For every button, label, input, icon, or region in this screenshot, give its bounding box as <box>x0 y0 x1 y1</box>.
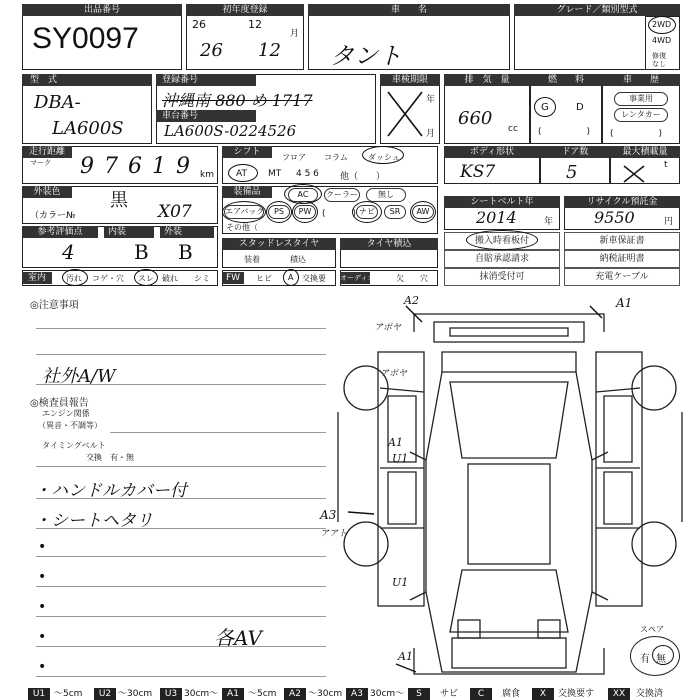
drive-4wd: 4WD <box>652 36 672 45</box>
studless-mounted: 装着 <box>244 255 260 264</box>
equip-navi-circle <box>352 201 382 223</box>
color-number-label: （カラー№ <box>30 211 76 221</box>
doc-warranty: 新車保証書 <box>564 232 680 250</box>
spare-no-circle <box>652 645 674 665</box>
equip-sr: SR <box>384 205 406 219</box>
note-line <box>110 432 326 433</box>
doc-signboard: 搬入時看板付 <box>444 232 560 250</box>
equip-navi: ナビ <box>356 205 378 219</box>
interior-cond-scuff: スレ <box>138 274 154 283</box>
shift-label: シフト <box>222 146 272 158</box>
rating-label: 参考評価点 <box>22 226 98 238</box>
repair-none: 修復 なし <box>652 52 666 68</box>
bottom-note: 各AV <box>214 626 262 650</box>
caution-text: 社外A/W <box>42 366 116 387</box>
interior-cond-label: 室内 <box>22 272 52 284</box>
equip-pw: PW <box>294 205 316 219</box>
shift-at: AT <box>236 169 247 179</box>
inspector-heading: ◎検査員報告 <box>30 398 89 409</box>
doors-label: ドア数 <box>540 146 610 158</box>
car-name: タント <box>330 42 402 70</box>
model-prefix: DBA- <box>34 92 81 113</box>
lot-number-label: 出品番号 <box>22 4 182 16</box>
displacement-value: 660 <box>458 108 493 129</box>
note-line <box>36 676 326 677</box>
equip-cooler: クーラー <box>324 188 360 202</box>
seatbelt-year: 2014 <box>476 208 517 227</box>
car-damage-diagram <box>330 292 690 692</box>
damage-mark-a2-front: A2 <box>404 294 419 307</box>
fw-a-circle <box>283 269 299 286</box>
legend-key: A2 <box>284 688 306 700</box>
legend-value: 30cm〜 <box>370 689 405 699</box>
color-value: 黒 <box>110 190 128 211</box>
note-line <box>36 354 326 355</box>
doc-charging-cable: 充電ケーブル <box>564 268 680 286</box>
interior-cond-burn: コゲ・穴 <box>92 274 124 283</box>
legend-key: U3 <box>160 688 182 700</box>
legend-value: 〜30cm <box>118 689 153 699</box>
report-line-2: ・シートヘタリ <box>34 511 153 531</box>
first-reg-year: 26 <box>200 40 223 61</box>
legend-key: A3 <box>346 688 368 700</box>
equipment-label: 装備品 <box>222 186 272 198</box>
damage-mark-apoya-side: アポヤ <box>380 369 408 379</box>
interior-grade: B <box>134 240 149 264</box>
history-label: 車 歴 <box>602 74 680 86</box>
payload-label: 最大積載量 <box>610 146 680 158</box>
note-line <box>36 466 326 467</box>
equip-aw: AW <box>412 205 434 219</box>
doc-signboard-circle <box>466 230 538 250</box>
history-business: 事業用 <box>614 92 668 106</box>
legend-value: 〜5cm <box>54 689 83 699</box>
chassis-no: LA600S-0224526 <box>164 122 297 140</box>
exterior-label: 外装 <box>160 226 214 238</box>
displacement-label: 排 気 量 <box>444 74 530 86</box>
note-line <box>36 586 326 587</box>
exterior-grade: B <box>178 240 193 264</box>
equip-pw-circle <box>292 201 318 223</box>
doors: 5 <box>566 162 578 183</box>
inspection-month-unit: 月 <box>426 129 436 139</box>
shift-dash-circle <box>362 146 404 164</box>
note-line <box>36 616 326 617</box>
payload-cross-mark <box>622 164 646 184</box>
studless-loaded: 積込 <box>290 255 306 264</box>
shift-column: コラム <box>324 153 348 162</box>
interior-cond-stain: シミ <box>194 274 210 283</box>
interior-cond-dirt-circle <box>62 269 88 286</box>
audio-hole: 穴 <box>420 274 428 283</box>
damage-mark-a3-rear: A3 <box>320 508 337 522</box>
fw-replace: 交換要 <box>302 274 326 283</box>
damage-mark-aato: アアト <box>320 529 348 539</box>
first-reg-month: 12 <box>258 40 281 61</box>
mileage-unit: km <box>200 170 214 180</box>
chassis-label: 車台番号 <box>156 110 256 122</box>
equip-other: その他（ <box>226 223 258 232</box>
timing-belt-opts: 交換 有・無 <box>86 453 134 462</box>
interior-cond-tear: 破れ <box>162 274 178 283</box>
studless-label: スタッドレスタイヤ <box>222 238 336 250</box>
legend-value: サビ <box>440 689 459 699</box>
doc-insurance: 自賠承認請求 <box>444 250 560 268</box>
seatbelt-year-unit: 年 <box>544 217 554 227</box>
damage-mark-a1-rear: A1 <box>398 650 413 663</box>
history-paren: ( ) <box>610 129 663 139</box>
inspection-label: 車検期限 <box>380 74 440 86</box>
fuel-paren: ( ) <box>538 127 591 137</box>
spare-yes: 有 <box>640 654 650 665</box>
audio-missing: 欠 <box>396 274 404 283</box>
legend-value: 30cm〜 <box>184 689 219 699</box>
first-reg-month-print: 12 <box>248 18 262 31</box>
fw-crack: ヒビ <box>256 274 272 283</box>
engine-sub: （異音・不調等） <box>38 421 102 430</box>
equip-aw-circle <box>410 201 436 223</box>
damage-mark-u1-side: U1 <box>392 452 409 465</box>
timing-belt-label: タイミングベルト <box>42 441 106 450</box>
interior-label: 内装 <box>104 226 154 238</box>
legend-key: U1 <box>28 688 50 700</box>
model-label: 型 式 <box>22 74 152 86</box>
model-code: LA600S <box>52 118 124 139</box>
damage-mark-apoya-front: アポヤ <box>374 323 402 333</box>
fuel-diesel: D <box>576 102 584 113</box>
body-type: KS7 <box>460 162 496 182</box>
shift-mt: MT <box>268 169 282 179</box>
recycle-amount: 9550 <box>594 208 635 227</box>
shift-at-circle <box>228 164 258 182</box>
interior-cond-dirt: 汚れ <box>66 274 82 283</box>
seatbelt-label: シートベルト年 <box>444 196 560 208</box>
note-line <box>36 328 326 329</box>
bullet: • <box>38 569 47 585</box>
bullet: • <box>38 659 47 675</box>
grade-label: グレード／類別型式 <box>514 4 680 16</box>
inspection-cross-mark <box>384 88 426 140</box>
damage-mark-a1-side: A1 <box>388 436 403 449</box>
audio-label: オーディオ <box>340 274 375 282</box>
equip-ps: PS <box>268 205 290 219</box>
body-type-label: ボディ形状 <box>444 146 540 158</box>
bullet: • <box>38 629 47 645</box>
history-rental: レンタカー <box>614 108 668 122</box>
reg-no-label: 登録番号 <box>156 74 256 86</box>
spare-label: スペア <box>640 625 664 634</box>
mileage-value: 97619 <box>80 154 200 179</box>
caution-heading: ◎注意事項 <box>30 300 79 311</box>
damage-mark-u1-rear: U1 <box>392 576 409 589</box>
displacement-unit: cc <box>508 124 518 134</box>
recycle-label: リサイクル預託金 <box>564 196 680 208</box>
equip-airbag: エアバッグ <box>224 205 264 219</box>
legend-key: C <box>470 688 492 700</box>
legend-value: 交換要す <box>558 689 595 699</box>
drive-2wd: 2WD <box>652 20 672 29</box>
fw-a: A <box>288 273 294 282</box>
fuel-gasoline: G <box>541 102 549 113</box>
shift-dash: ダッシュ <box>368 153 400 162</box>
equip-ac: AC <box>288 188 318 202</box>
recycle-unit: 円 <box>664 217 674 227</box>
legend-key: U2 <box>94 688 116 700</box>
legend-key: X <box>532 688 554 700</box>
mileage-label: 走行距離 <box>22 146 72 158</box>
rating-score: 4 <box>62 240 75 264</box>
fw-label: FW <box>222 272 244 284</box>
damage-mark-a1-front-right: A1 <box>616 296 633 310</box>
car-name-label: 車 名 <box>308 4 510 16</box>
bullet: • <box>38 599 47 615</box>
legend-value: 交換済 <box>636 689 664 699</box>
equip-paren: ( ) <box>322 209 357 219</box>
color-code: X07 <box>158 202 192 222</box>
fuel-gasoline-circle <box>534 97 556 117</box>
doc-deregistration: 抹消受付可 <box>444 268 560 286</box>
doc-tax-cert: 納税証明書 <box>564 250 680 268</box>
first-reg-year-print: 26 <box>192 18 206 31</box>
equip-ps-circle <box>266 201 292 223</box>
fuel-label: 燃 料 <box>530 74 602 86</box>
engine-label: エンジン関係 <box>42 409 90 418</box>
legend-value: 〜5cm <box>248 689 277 699</box>
legend-value: 腐食 <box>502 689 521 699</box>
equip-none: 無し <box>366 188 406 202</box>
lot-number: SY0097 <box>32 22 139 55</box>
inspection-year-unit: 年 <box>426 95 436 105</box>
legend-key: S <box>408 688 430 700</box>
spare-no: 無 <box>656 654 666 665</box>
payload-unit: t <box>664 160 668 170</box>
legend-value: 〜30cm <box>308 689 343 699</box>
first-reg-month-unit: 月 <box>290 29 300 39</box>
bullet: • <box>38 539 47 555</box>
shift-gears: 4 5 6 <box>296 169 319 179</box>
first-reg-label: 初年度登録 <box>186 4 304 16</box>
note-line <box>36 646 326 647</box>
legend-key: XX <box>608 688 630 700</box>
equip-airbag-circle <box>222 201 266 223</box>
shift-other: 他（ ） <box>340 172 386 182</box>
drive-2wd-circle <box>648 16 676 34</box>
shift-floor: フロア <box>282 153 306 162</box>
meter-label: マーク <box>30 159 51 167</box>
legend-key: A1 <box>222 688 244 700</box>
reg-no-struck: 沖縄南 880 め 1717 <box>162 91 313 110</box>
interior-cond-scuff-circle <box>134 269 158 286</box>
tire-load-label: タイヤ積込 <box>340 238 438 250</box>
note-line <box>36 556 326 557</box>
note-line <box>36 498 326 499</box>
note-line <box>36 528 326 529</box>
report-line-1: ・ハンドルカバー付 <box>34 481 187 501</box>
color-label: 外装色 <box>22 186 72 198</box>
